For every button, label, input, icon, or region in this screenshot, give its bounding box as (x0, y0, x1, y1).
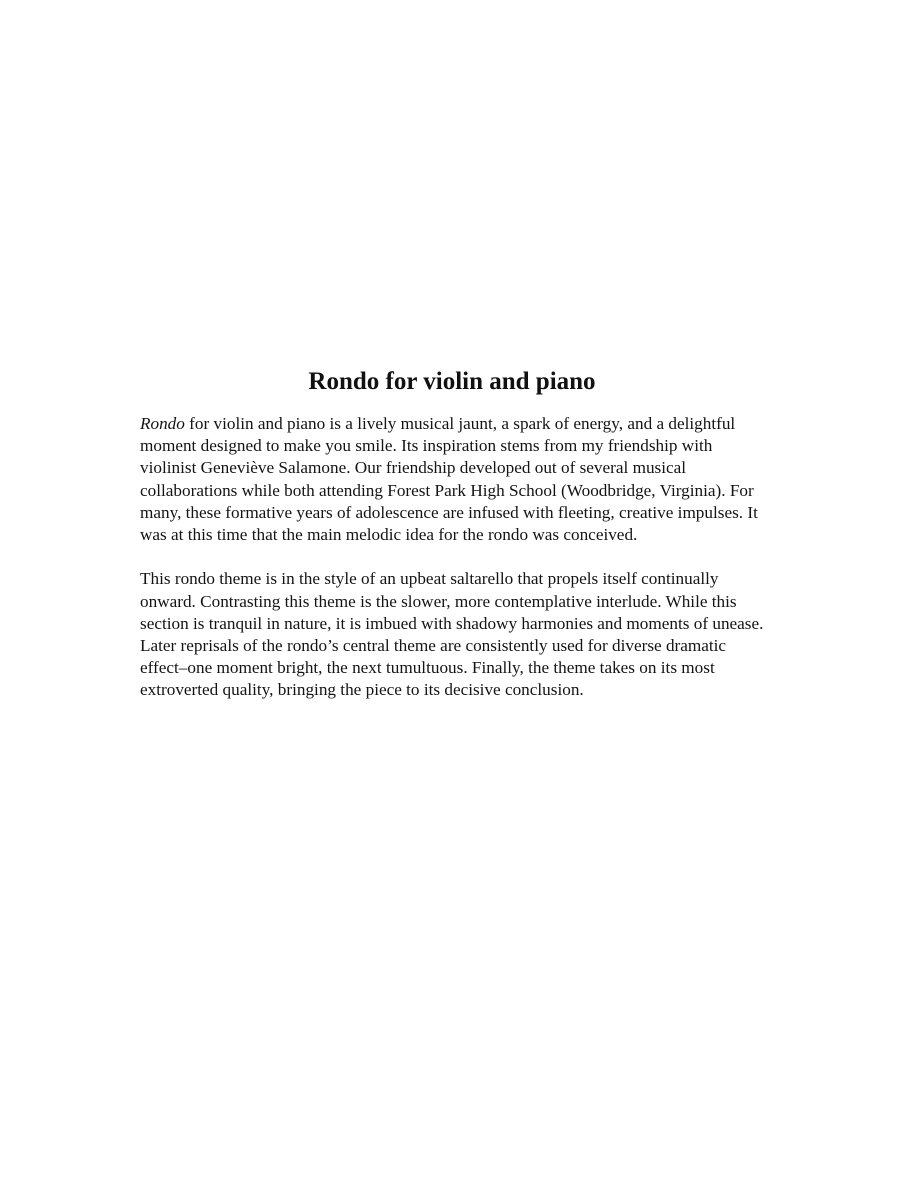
paragraph-1-italic-lead: Rondo (140, 414, 185, 433)
paragraph-1 (140, 413, 764, 546)
paragraph-2: This rondo theme is in the style of an upbeat saltarello that propels itself continually onward. Contrasting this theme is the slower, more contemplative interlude. While this section is tranquil in nature, it is imbued with shadowy harmonies and moments of unease. Later reprisals of the rondo’s central theme are consistently used for diverse dramatic effect–one moment bright, the next tumultuous. Finally, the theme takes on its most extroverted quality, bringing the piece to its decisive conclusion. (140, 569, 764, 700)
program-note (140, 364, 764, 702)
paragraph-1-text: for violin and piano is a lively musical jaunt, a spark of energy, and a delightful moment designed to make you smile. Its inspiration stems from my friendship with violinist Geneviève Salamone. Our friendship developed out of several musical collaborations while both attending Forest Park High School (Woodbridge, Virginia). For many, these formative years of adolescence are infused with fleeting, creative impulses. It was at this time that the main melodic idea for the rondo was conceived. (140, 414, 758, 545)
document-title: Rondo for violin and piano (308, 368, 596, 395)
